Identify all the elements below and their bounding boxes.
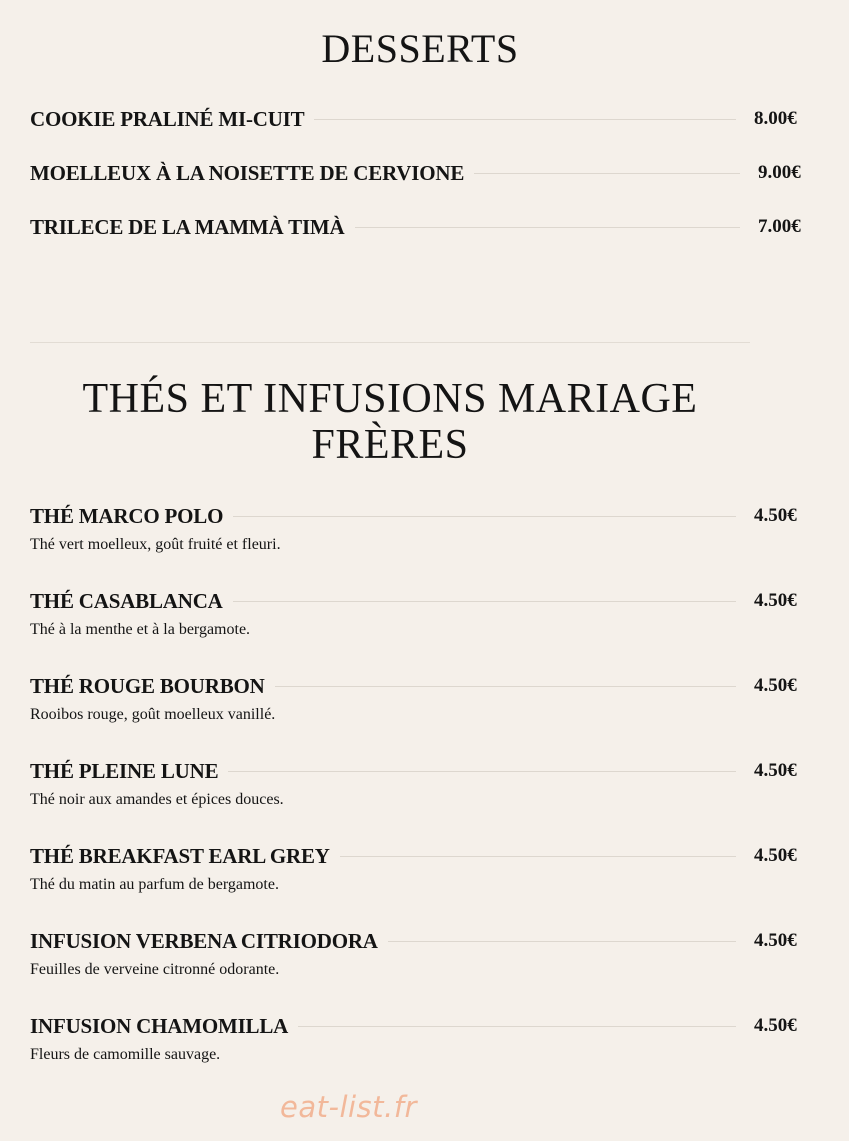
menu-item-dessert [30,160,810,200]
menu-item-price: 7.00€ [758,216,801,237]
menu-item-price: 4.50€ [754,845,797,866]
menu-item-name: MOELLEUX À LA NOISETTE DE CERVIONE [30,160,465,185]
menu-item-name: THÉ CASABLANCA [30,588,223,613]
menu-item-name: THÉ MARCO POLO [30,503,224,528]
menu-item-dessert [30,214,810,254]
dotted-leader [388,941,736,942]
menu-item-tea [30,588,806,638]
dotted-leader [228,771,736,772]
dotted-leader [233,601,736,602]
watermark-text: eat-list.fr [280,1090,417,1124]
dotted-leader [474,173,740,174]
menu-item-tea [30,928,806,978]
menu-item-description: Thé du matin au parfum de bergamote. [30,876,279,893]
menu-item-description: Thé noir aux amandes et épices douces. [30,791,284,808]
menu-item-name: THÉ BREAKFAST EARL GREY [30,843,330,868]
section-divider [30,342,750,343]
dotted-leader [233,516,736,517]
menu-item-price: 8.00€ [754,108,797,129]
menu-item-tea [30,503,806,553]
menu-item-tea [30,758,806,808]
menu-item-price: 4.50€ [754,760,797,781]
menu-item-tea [30,1013,806,1063]
menu-item-name: COOKIE PRALINÉ MI-CUIT [30,106,305,131]
menu-item-description: Thé vert moelleux, goût fruité et fleuri. [30,536,281,553]
menu-item-name: INFUSION VERBENA CITRIODORA [30,928,378,953]
dotted-leader [355,227,741,228]
menu-item-description: Thé à la menthe et à la bergamote. [30,621,251,638]
menu-item-price: 4.50€ [754,1015,797,1036]
dotted-leader [298,1026,736,1027]
menu-item-tea [30,673,806,723]
menu-item-description: Fleurs de camomille sauvage. [30,1046,221,1063]
desserts-section-title: DESSERTS [321,26,519,71]
menu-item-description: Feuilles de verveine citronné odorante. [30,961,280,978]
menu-item-price: 4.50€ [754,590,797,611]
thes-title-line-1: THÉS ET INFUSIONS MARIAGE [82,376,698,422]
menu-item-price: 4.50€ [754,930,797,951]
menu-item-description: Rooibos rouge, goût moelleux vanillé. [30,706,276,723]
menu-item-name: TRILECE DE LA MAMMÀ TIMÀ [30,214,345,239]
menu-item-tea [30,843,806,893]
menu-item-price: 4.50€ [754,675,797,696]
menu-item-dessert [30,106,806,146]
thes-title-line-2: FRÈRES [311,422,469,468]
menu-item-name: INFUSION CHAMOMILLA [30,1013,289,1038]
menu-item-name: THÉ ROUGE BOURBON [30,673,265,698]
menu-item-price: 4.50€ [754,505,797,526]
thes-section-title [30,376,750,468]
menu-item-price: 9.00€ [758,162,801,183]
menu-item-name: THÉ PLEINE LUNE [30,758,219,783]
dotted-leader [340,856,736,857]
dotted-leader [314,119,736,120]
dotted-leader [275,686,736,687]
